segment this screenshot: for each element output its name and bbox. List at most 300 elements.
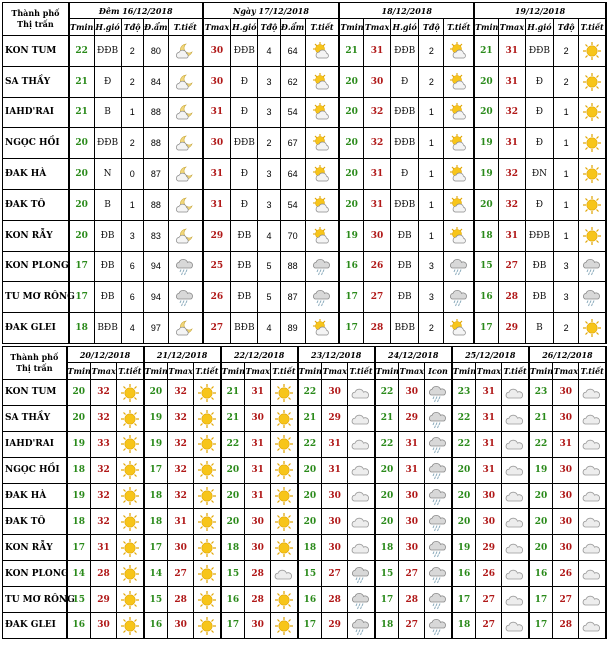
hgi-value: ĐĐB — [525, 36, 553, 67]
weather-cell — [579, 431, 606, 457]
weather-cell — [271, 380, 298, 406]
rain-cloud-icon — [428, 512, 448, 532]
column-header: H.gió — [231, 19, 258, 36]
tmin-value: 18 — [144, 509, 168, 535]
weather-cell — [444, 128, 474, 159]
tmin-value: 22 — [375, 431, 399, 457]
weather-cell — [305, 313, 339, 344]
tmax-value: 31 — [91, 535, 117, 561]
column-header: H.gió — [525, 19, 553, 36]
column-header: Tđộ — [121, 19, 143, 36]
partly-cloudy-night-icon — [175, 195, 195, 215]
tmax-value: 31 — [399, 457, 425, 483]
sunny-icon — [274, 383, 294, 403]
weather-cell — [117, 380, 144, 406]
tmax-value: 31 — [245, 457, 271, 483]
m-value: 80 — [143, 36, 168, 67]
column-header: Tmax — [245, 363, 271, 380]
tmin-value: 17 — [474, 313, 498, 344]
weather-cell — [425, 405, 452, 431]
tmax-value: 26 — [363, 251, 390, 282]
tmin-value: 17 — [452, 587, 476, 613]
tmin-value: 22 — [529, 431, 553, 457]
tmin-value: 20 — [69, 189, 94, 220]
tmin-value: 19 — [474, 128, 498, 159]
rain-cloud-icon — [351, 590, 371, 610]
hgi-value: Đ — [231, 159, 258, 190]
tmax-value: 31 — [203, 189, 231, 220]
tmin-value: 17 — [144, 457, 168, 483]
tmax-value: 27 — [498, 251, 525, 282]
rain-cloud-icon — [428, 538, 448, 558]
m-value: 97 — [143, 313, 168, 344]
cloudy-icon — [505, 409, 525, 429]
sunny-icon — [120, 590, 140, 610]
hgi-value: ĐĐB — [94, 36, 121, 67]
column-header: Tmin — [452, 363, 476, 380]
date-header: 21/12/2018 — [144, 347, 221, 363]
t-value: 2 — [121, 128, 143, 159]
tmin-value: 20 — [67, 380, 91, 406]
cloudy-icon — [351, 486, 371, 506]
column-header: Tmax — [476, 363, 502, 380]
weather-cell — [168, 282, 202, 313]
weather-cell — [117, 405, 144, 431]
tmin-value: 20 — [221, 509, 245, 535]
sunny-icon — [197, 409, 217, 429]
city-name: ĐAK GLEI — [3, 313, 69, 344]
hgi-value: ĐĐB — [391, 97, 419, 128]
tmin-value: 17 — [69, 251, 94, 282]
city-header: Thành phố Thị trấn — [3, 347, 67, 380]
hgi-value: ĐĐB — [231, 128, 258, 159]
weather-cell — [579, 220, 606, 251]
tmin-value: 19 — [339, 220, 363, 251]
tmin-value: 16 — [221, 587, 245, 613]
tmax-value: 32 — [168, 457, 194, 483]
tmin-value: 20 — [452, 457, 476, 483]
column-header: H.gió — [391, 19, 419, 36]
partly-sunny-icon — [449, 41, 469, 61]
sunny-icon — [197, 616, 217, 636]
tmax-value: 30 — [322, 535, 348, 561]
date-header: 23/12/2018 — [298, 347, 375, 363]
partly-sunny-icon — [312, 164, 332, 184]
column-header: Tđộ — [554, 19, 579, 36]
t-value: 1 — [419, 128, 444, 159]
partly-cloudy-night-icon — [175, 226, 195, 246]
rain-cloud-icon — [428, 486, 448, 506]
cloudy-icon — [582, 460, 602, 480]
hgi-value: ĐB — [391, 282, 419, 313]
hgi-value: ĐĐB — [391, 128, 419, 159]
weather-cell — [579, 282, 606, 313]
tmin-value: 20 — [69, 220, 94, 251]
hgi-value: ĐĐB — [525, 220, 553, 251]
weather-cell — [194, 587, 221, 613]
column-header: Tmin — [144, 363, 168, 380]
cloudy-icon — [505, 434, 525, 454]
weather-cell — [444, 282, 474, 313]
tmin-value: 20 — [221, 457, 245, 483]
weather-cell — [579, 159, 606, 190]
tmax-value: 30 — [553, 380, 579, 406]
m-value: 70 — [280, 220, 305, 251]
table-row — [3, 66, 607, 97]
weather-cell — [579, 189, 606, 220]
weather-cell — [168, 66, 202, 97]
t-value: 5 — [258, 282, 280, 313]
hgi-value: BĐB — [231, 313, 258, 344]
column-header: T.tiết — [271, 363, 298, 380]
table-row — [3, 561, 607, 587]
sunny-icon — [274, 538, 294, 558]
table-row — [3, 613, 607, 639]
tmin-value: 20 — [452, 483, 476, 509]
weather-cell — [168, 251, 202, 282]
weather-cell — [117, 535, 144, 561]
partly-sunny-icon — [312, 226, 332, 246]
tmin-value: 18 — [67, 457, 91, 483]
cloudy-icon — [582, 616, 602, 636]
tmin-value: 21 — [298, 405, 322, 431]
hgi-value: ĐĐB — [391, 189, 419, 220]
tmax-value: 28 — [245, 587, 271, 613]
tmin-value: 23 — [452, 380, 476, 406]
tmin-value: 15 — [298, 561, 322, 587]
tmin-value: 22 — [221, 431, 245, 457]
column-header: Đ.ẩm — [143, 19, 168, 36]
t-value: 2 — [419, 66, 444, 97]
weather-cell — [348, 535, 375, 561]
t-value: 2 — [554, 313, 579, 344]
tmin-value: 20 — [529, 483, 553, 509]
tmax-value: 31 — [498, 66, 525, 97]
tmax-value: 32 — [91, 380, 117, 406]
weather-cell — [502, 380, 529, 406]
table-row — [3, 220, 607, 251]
tmin-value: 20 — [474, 97, 498, 128]
tmin-value: 15 — [67, 587, 91, 613]
tmin-value: 19 — [67, 483, 91, 509]
cloudy-icon — [582, 434, 602, 454]
tmax-value: 31 — [399, 431, 425, 457]
rain-cloud-icon — [428, 434, 448, 454]
weather-cell — [194, 405, 221, 431]
hgi-value: Đ — [231, 97, 258, 128]
partly-sunny-icon — [449, 164, 469, 184]
tmax-value: 30 — [245, 535, 271, 561]
t-value: 2 — [419, 36, 444, 67]
tmax-value: 31 — [363, 189, 390, 220]
weather-cell — [444, 159, 474, 190]
partly-cloudy-night-icon — [175, 41, 195, 61]
weather-cell — [271, 483, 298, 509]
weather-cell — [579, 128, 606, 159]
table-row — [3, 97, 607, 128]
weather-cell — [579, 587, 606, 613]
sunny-icon — [197, 512, 217, 532]
tmax-value: 31 — [363, 36, 390, 67]
table-row — [3, 313, 607, 344]
sunny-icon — [274, 616, 294, 636]
tmax-value: 30 — [363, 220, 390, 251]
table-row — [3, 36, 607, 67]
tmin-value: 20 — [67, 405, 91, 431]
tmin-value: 17 — [529, 613, 553, 639]
t-value: 1 — [554, 159, 579, 190]
t-value: 3 — [258, 189, 280, 220]
column-header: Tmax — [322, 363, 348, 380]
tmax-value: 32 — [168, 380, 194, 406]
table-row — [3, 535, 607, 561]
tmin-value: 16 — [298, 587, 322, 613]
hgi-value: ĐB — [94, 282, 121, 313]
weather-cell — [271, 561, 298, 587]
date-header: 20/12/2018 — [67, 347, 144, 363]
tmax-value: 28 — [498, 282, 525, 313]
tmin-value: 22 — [298, 431, 322, 457]
column-header: Tmax — [553, 363, 579, 380]
weather-cell — [579, 97, 606, 128]
tmax-value: 31 — [322, 431, 348, 457]
hgi-value: Đ — [525, 128, 553, 159]
weather-cell — [348, 405, 375, 431]
hgi-value: Đ — [231, 189, 258, 220]
cloudy-icon — [505, 564, 525, 584]
t-value: 1 — [419, 220, 444, 251]
sunny-icon — [582, 102, 602, 122]
hgi-value: ĐB — [94, 251, 121, 282]
weather-cell — [271, 535, 298, 561]
city-name: ĐAK GLEI — [3, 613, 67, 639]
weather-cell — [579, 613, 606, 639]
partly-sunny-icon — [449, 72, 469, 92]
tmax-value: 31 — [498, 220, 525, 251]
weather-cell — [425, 457, 452, 483]
m-value: 62 — [280, 66, 305, 97]
tmax-value: 29 — [203, 220, 231, 251]
tmin-value: 17 — [339, 313, 363, 344]
tmin-value: 20 — [298, 509, 322, 535]
m-value: 64 — [280, 36, 305, 67]
tmax-value: 32 — [91, 509, 117, 535]
tmin-value: 22 — [452, 405, 476, 431]
column-header: H.gió — [94, 19, 121, 36]
tmin-value: 20 — [474, 66, 498, 97]
weather-cell — [502, 613, 529, 639]
tmax-value: 30 — [168, 613, 194, 639]
m-value: 54 — [280, 189, 305, 220]
rain-cloud-icon — [351, 616, 371, 636]
tmax-value: 30 — [553, 405, 579, 431]
sunny-icon — [582, 195, 602, 215]
tmin-value: 16 — [67, 613, 91, 639]
t-value: 1 — [554, 97, 579, 128]
cloudy-icon — [582, 512, 602, 532]
table-row — [3, 128, 607, 159]
tmax-value: 31 — [168, 509, 194, 535]
hgi-value: B — [94, 97, 121, 128]
hgi-value: ĐB — [231, 282, 258, 313]
city-name: KON RẪY — [3, 535, 67, 561]
t-value: 0 — [121, 159, 143, 190]
tmin-value: 19 — [144, 431, 168, 457]
hgi-value: N — [94, 159, 121, 190]
tmin-value: 17 — [529, 587, 553, 613]
weather-cell — [444, 66, 474, 97]
city-name: TU MƠ RÔNG — [3, 282, 69, 313]
tmin-value: 19 — [144, 405, 168, 431]
tmin-value: 17 — [339, 282, 363, 313]
tmax-value: 28 — [322, 587, 348, 613]
partly-sunny-icon — [312, 195, 332, 215]
cloudy-icon — [505, 616, 525, 636]
partly-cloudy-night-icon — [175, 102, 195, 122]
sunny-icon — [582, 133, 602, 153]
tmax-value: 30 — [399, 535, 425, 561]
tmax-value: 27 — [399, 613, 425, 639]
tmax-value: 28 — [245, 561, 271, 587]
weather-cell — [502, 561, 529, 587]
rain-cloud-icon — [428, 383, 448, 403]
t-value: 4 — [258, 313, 280, 344]
tmin-value: 15 — [144, 587, 168, 613]
t-value: 3 — [554, 251, 579, 282]
sunny-icon — [582, 164, 602, 184]
weather-cell — [425, 380, 452, 406]
sunny-icon — [197, 486, 217, 506]
weather-cell — [425, 483, 452, 509]
tmin-value: 20 — [144, 380, 168, 406]
tmin-value: 20 — [69, 159, 94, 190]
weather-cell — [348, 509, 375, 535]
tmin-value: 18 — [67, 509, 91, 535]
tmax-value: 26 — [476, 561, 502, 587]
table-row — [3, 159, 607, 190]
m-value: 94 — [143, 251, 168, 282]
tmin-value: 21 — [375, 405, 399, 431]
column-header: T.tiết — [502, 363, 529, 380]
weather-cell — [579, 561, 606, 587]
tmax-value: 31 — [476, 431, 502, 457]
table-row — [3, 509, 607, 535]
rain-cloud-icon — [312, 256, 332, 276]
tmin-value: 20 — [339, 97, 363, 128]
cloudy-icon — [505, 383, 525, 403]
weather-cell — [117, 509, 144, 535]
weather-cell — [502, 535, 529, 561]
tmin-value: 20 — [375, 483, 399, 509]
tmin-value: 17 — [144, 535, 168, 561]
column-header: Tmin — [298, 363, 322, 380]
tmin-value: 16 — [339, 251, 363, 282]
weather-cell — [579, 457, 606, 483]
tmax-value: 28 — [363, 313, 390, 344]
table-row — [3, 189, 607, 220]
sunny-icon — [197, 538, 217, 558]
hgi-value: Đ — [94, 66, 121, 97]
cloudy-icon — [582, 383, 602, 403]
weather-cell — [117, 483, 144, 509]
date-header: 25/12/2018 — [452, 347, 529, 363]
hgi-value: Đ — [525, 66, 553, 97]
partly-cloudy-night-icon — [175, 318, 195, 338]
sunny-icon — [582, 41, 602, 61]
tmax-value: 30 — [322, 380, 348, 406]
tmax-value: 26 — [553, 561, 579, 587]
sunny-icon — [274, 460, 294, 480]
tmax-value: 32 — [91, 405, 117, 431]
tmax-value: 30 — [476, 509, 502, 535]
weather-cell — [502, 483, 529, 509]
column-header: Tmin — [474, 19, 498, 36]
sunny-icon — [120, 538, 140, 558]
tmax-value: 31 — [363, 159, 390, 190]
t-value: 6 — [121, 251, 143, 282]
t-value: 1 — [121, 189, 143, 220]
tmax-value: 27 — [476, 587, 502, 613]
rain-cloud-icon — [428, 616, 448, 636]
tmin-value: 23 — [529, 380, 553, 406]
date-header: 24/12/2018 — [375, 347, 452, 363]
column-header: T.tiết — [348, 363, 375, 380]
hgi-value: Đ — [391, 159, 419, 190]
city-name: NGỌC HỒI — [3, 128, 69, 159]
tmin-value: 18 — [474, 220, 498, 251]
tmax-value: 30 — [363, 66, 390, 97]
hgi-value: Đ — [231, 66, 258, 97]
m-value: 88 — [143, 128, 168, 159]
table-row — [3, 457, 607, 483]
sunny-icon — [197, 460, 217, 480]
sunny-icon — [274, 512, 294, 532]
city-name: KON PLONG — [3, 251, 69, 282]
weather-cell — [502, 405, 529, 431]
tmax-value: 29 — [322, 613, 348, 639]
weather-cell — [425, 561, 452, 587]
sunny-icon — [274, 590, 294, 610]
weather-cell — [579, 509, 606, 535]
t-value: 3 — [258, 66, 280, 97]
city-name: SA THẦY — [3, 405, 67, 431]
table-row — [3, 483, 607, 509]
table-row — [3, 251, 607, 282]
tmin-value: 18 — [375, 535, 399, 561]
city-name: KON TUM — [3, 380, 67, 406]
column-header: Tmin — [339, 19, 363, 36]
partly-sunny-icon — [449, 133, 469, 153]
weather-cell — [348, 613, 375, 639]
column-header: Tmax — [399, 363, 425, 380]
cloudy-icon — [351, 434, 371, 454]
forecast-table-1 — [2, 2, 607, 344]
weather-cell — [579, 535, 606, 561]
cloudy-icon — [505, 460, 525, 480]
t-value: 2 — [419, 313, 444, 344]
weather-cell — [348, 457, 375, 483]
rain-cloud-icon — [428, 564, 448, 584]
t-value: 3 — [419, 282, 444, 313]
table-row — [3, 431, 607, 457]
tmax-value: 30 — [91, 613, 117, 639]
tmin-value: 20 — [474, 189, 498, 220]
rain-cloud-icon — [428, 590, 448, 610]
weather-cell — [117, 561, 144, 587]
t-value: 3 — [419, 251, 444, 282]
hgi-value: ĐĐB — [391, 36, 419, 67]
hgi-value: ĐB — [525, 251, 553, 282]
